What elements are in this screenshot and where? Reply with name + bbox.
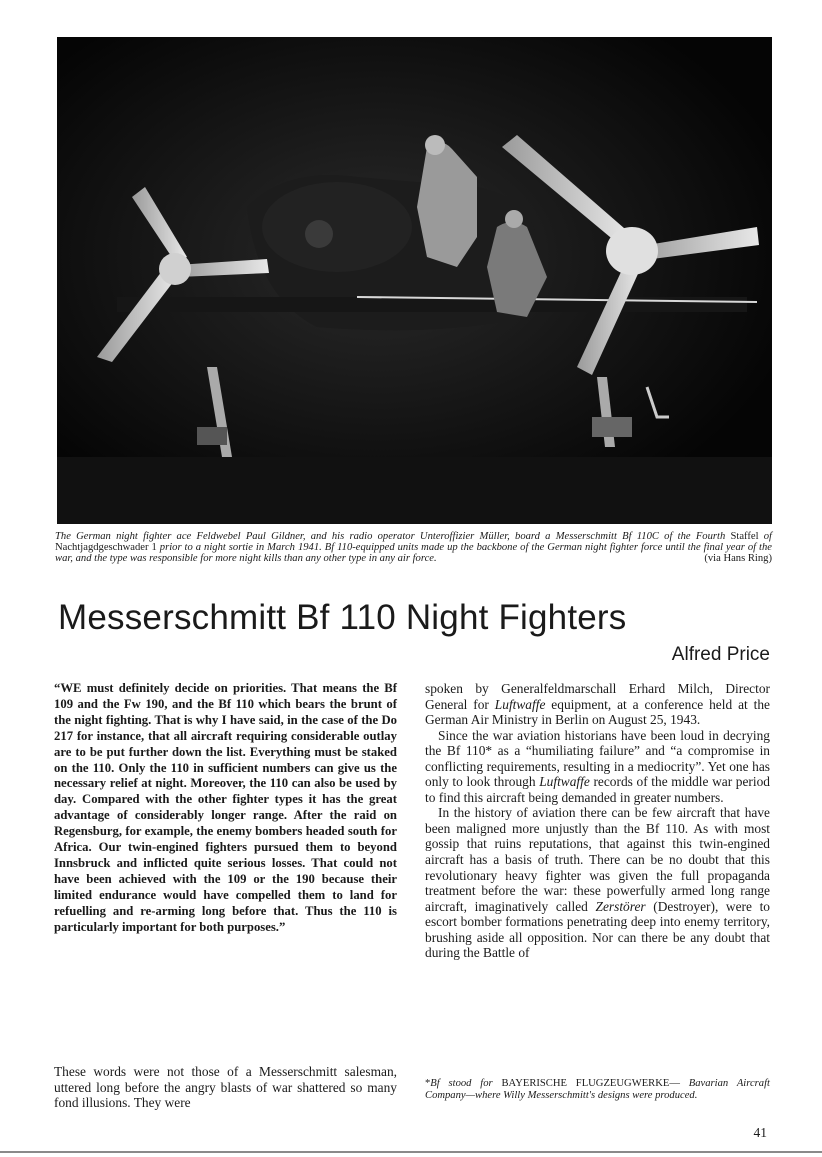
footnote-marker: * — [425, 1078, 431, 1089]
caption-text-1: The German night fighter ace Feldwebel Paul Gildner, and his radio operator Unteroffizier Müller, board a Messerschmitt Bf 110C of the Fourth — [55, 531, 731, 542]
caption-staffel: Staffel — [730, 531, 759, 542]
night-fighter-photo — [57, 37, 772, 524]
footnote — [425, 1078, 770, 1101]
page-number: 41 — [753, 1125, 767, 1140]
photo-caption — [55, 531, 772, 565]
caption-text-2: of — [758, 531, 773, 542]
photo-credit: (via Hans Ring) — [704, 553, 772, 565]
bottom-rule — [0, 1151, 822, 1153]
right-paragraph-3: In the history of aviation there can be few aircraft that have been maligned more unjustly than the Bf 110. As with most gossip that ruins reputations, that against this twin-engined aircraft has a basis of truth. There can be no doubt that this revolutionary heavy fighter was given the full propaganda treatment before the war: these powerfully armed long range aircraft, imaginatively called Zerstörer (Destroyer), were to escort bomber formations penetrating deep into enemy territory, brushing aside all opposition. Nor can there be any doubt that during the Battle of — [425, 805, 770, 961]
footnote-rest: Bavarian Aircraft Company—where Willy Messerschmitt's designs were produced. — [425, 1078, 770, 1101]
article-author: Alfred Price — [671, 644, 770, 665]
left-paragraph: These words were not those of a Messerschmitt salesman, uttered long before the angry blasts of war shattered so many fond illusions. They were — [54, 1064, 397, 1111]
article-title: Messerschmitt Bf 110 Night Fighters — [58, 598, 627, 637]
right-paragraph-2: Since the war aviation historians have been loud in decrying the Bf 110* as a “humiliating failure” and “a compromise in conflicting requirements, resulting in a mediocrity”. Yet one has only to look through Luftwaffe records of the middle war period to find this aircraft being demanded in greater numbers. — [425, 727, 771, 805]
right-paragraph-1: spoken by Generalfeldmarschall Erhard Milch, Director General for Luftwaffe equipment, at a conference held at the German Air Ministry in Berlin on August 25, 1943. — [425, 681, 770, 728]
caption-unit: Nachtjagdgeschwader 1 — [55, 542, 157, 554]
caption-text-3: prior to a night sortie in March 1941. Bf 110-equipped units made up the backbone of the German night fighter force until the final year of the war, and the type was responsible for more night kills than any other type in any air force. — [55, 542, 772, 565]
milch-quote — [54, 681, 397, 936]
night-fighter-photo-icon — [57, 37, 772, 524]
footnote-lead: Bf stood for — [430, 1078, 502, 1089]
footnote-company: BAYERISCHE FLUGZEUGWERKE— — [501, 1078, 680, 1089]
right-column-body — [425, 681, 770, 961]
quote-text: “WE must definitely decide on priorities. That means the Bf 109 and the Fw 190, and the Bf 110 which bears the brunt of the night fighting. That is why I have said, in the case of the Do 217 for instance, that all aircraft requiring considerable outlay are to be put further down the list. Everything must be staked on the 110. Only the 110 in sufficient numbers can give us the necessary relief at night. Moreover, the 110 can also be used by day. Compared with the other fighter types it has the great advantage of considerably longer range. After the raid on Regensburg, for example, the enemy bombers headed south for Africa. Our twin-engined fighters pursued them to beyond Innsbruck and inflicted quite serious losses. That could not have been achieved with the 109 or the 190 because their limited endurance would have compelled them to land for refuelling and re-arming long before that. Thus the 110 is particularly important for both purposes.” — [54, 681, 397, 934]
left-column-body — [54, 1064, 397, 1111]
